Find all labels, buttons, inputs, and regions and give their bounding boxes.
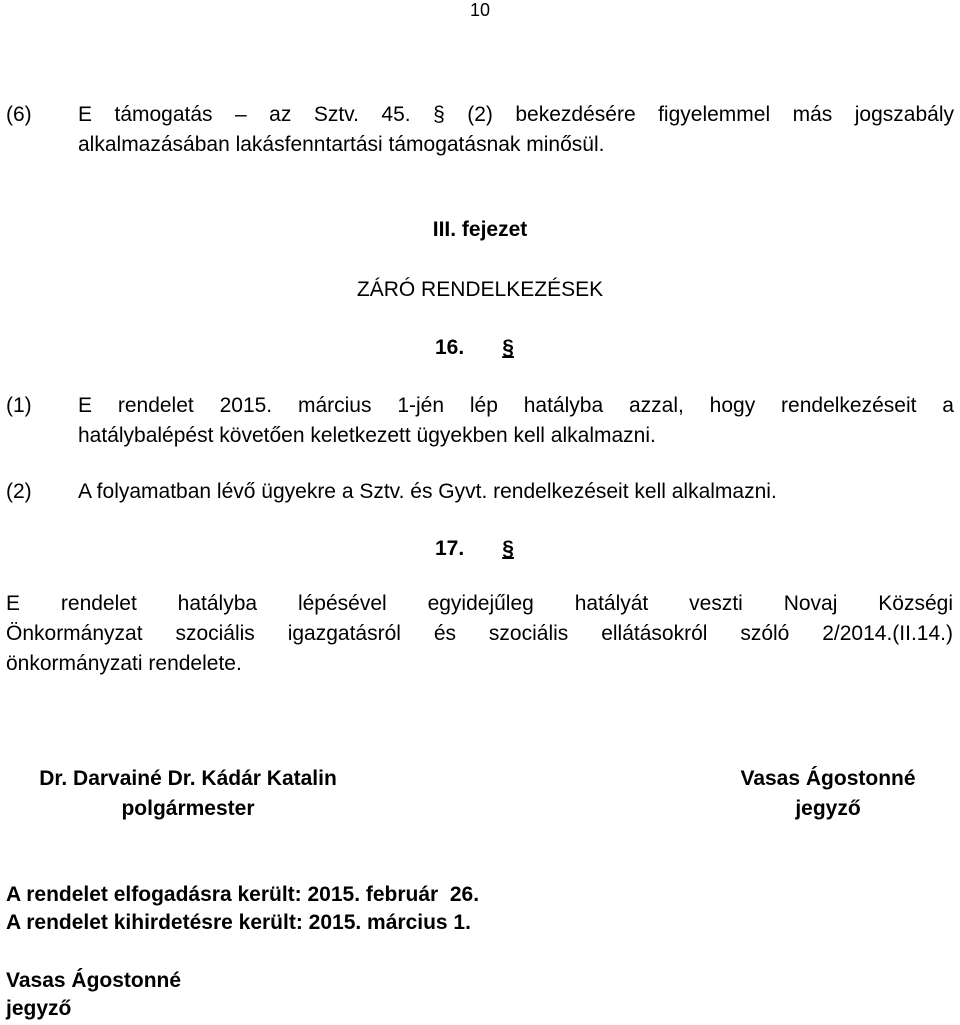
footer-signer-title: jegyző [6, 997, 72, 1020]
section-16-number: 16. [435, 336, 465, 359]
paragraph-6-line-2: alkalmazásában lakásfenntartási támogatásnak minősül. [78, 133, 605, 156]
adopted-note: A rendelet elfogadásra került: 2015. február 26. [6, 883, 480, 906]
page-number: 10 [469, 0, 491, 20]
paragraph-6-number: (6) [6, 103, 32, 126]
chapter-title: III. fejezet [432, 218, 528, 241]
section-17-heading [435, 534, 514, 564]
signature-right-name: Vasas Ágostonné [740, 767, 916, 790]
signature-left-title: polgármester [121, 797, 255, 820]
section-16-p2-number: (2) [6, 480, 32, 503]
section-16-p1-line-2: hatálybalépést követően keletkezett ügyekben kell alkalmazni. [78, 424, 656, 447]
section-17-line-2: Önkormányzat szociális igazgatásról és szociális ellátásokról szóló 2/2014.(II.14.) [6, 622, 953, 645]
section-17-number: 17. [435, 537, 465, 560]
signature-right-title: jegyző [795, 797, 861, 820]
footer-signer-name: Vasas Ágostonné [6, 969, 182, 992]
section-17-line-3: önkormányzati rendelete. [6, 652, 242, 675]
section-17-line-1: E rendelet hatályba lépésével egyidejűleg hatályát veszti Novaj Községi [6, 592, 953, 615]
section-17-sign: § [502, 537, 514, 560]
section-16-p2-line-1: A folyamatban lévő ügyekre a Sztv. és Gyvt. rendelkezéseit kell alkalmazni. [78, 480, 777, 503]
chapter-subtitle: ZÁRÓ RENDELKEZÉSEK [356, 278, 604, 301]
signature-right [700, 764, 956, 824]
section-16-p1-line-1: E rendelet 2015. március 1-jén lép hatályba azzal, hogy rendelkezéseit a [78, 394, 954, 417]
section-16-heading [435, 333, 514, 363]
signature-left [6, 764, 370, 824]
section-16-sign: § [502, 336, 514, 359]
paragraph-6-line-1: E támogatás – az Sztv. 45. § (2) bekezdésére figyelemmel más jogszabály [78, 103, 954, 126]
signature-left-name: Dr. Darvainé Dr. Kádár Katalin [39, 767, 337, 790]
section-16-p1-number: (1) [6, 394, 32, 417]
published-note: A rendelet kihirdetésre került: 2015. március 1. [6, 911, 471, 934]
